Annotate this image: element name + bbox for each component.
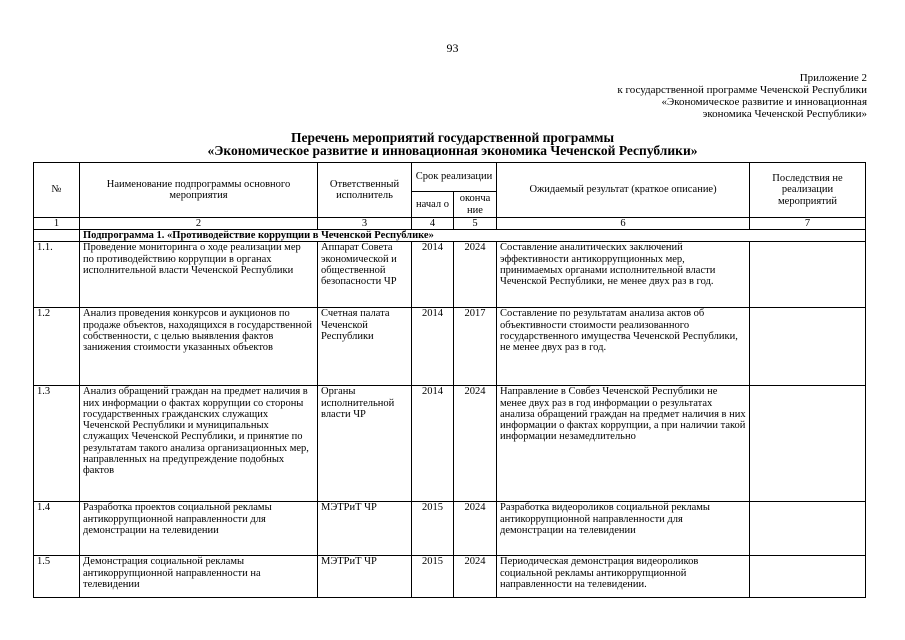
- row-num: 1.2: [34, 308, 80, 386]
- title-line-1: Перечень мероприятий государственной программы: [291, 130, 614, 145]
- row-end: 2024: [454, 556, 497, 598]
- table-row: [34, 386, 866, 502]
- header-result: Ожидаемый результат (краткое описание): [497, 163, 750, 218]
- row-start: 2014: [412, 242, 454, 308]
- row-consequences: [750, 308, 866, 386]
- header-consequences: Последствия не реализации мероприятий: [750, 163, 866, 218]
- row-name: Анализ обращений граждан на предмет наличия в них информации о фактах коррупции со стороны государственных гражданских служащих Чеченской Республики и муниципальных служащих Чеченской Республики, и принятие по результатам такого анализа организационных мер, направленных на предупреждение подобных фактов: [80, 386, 318, 502]
- col-number: 3: [318, 218, 412, 230]
- row-executor: Аппарат Совета экономической и общественной безопасности ЧР: [318, 242, 412, 308]
- row-consequences: [750, 556, 866, 598]
- col-number: 1: [34, 218, 80, 230]
- row-consequences: [750, 502, 866, 556]
- col-number: 6: [497, 218, 750, 230]
- table-row: [34, 502, 866, 556]
- row-start: 2014: [412, 386, 454, 502]
- col-number: 2: [80, 218, 318, 230]
- row-start: 2015: [412, 502, 454, 556]
- row-name: Демонстрация социальной рекламы антикоррупционной направленности на телевидении: [80, 556, 318, 598]
- row-start: 2015: [412, 556, 454, 598]
- title-line-2: «Экономическое развитие и инновационная экономика Чеченской Республики»: [207, 143, 698, 158]
- row-result: Составление аналитических заключений эффективности антикоррупционных мер, принимаемых органами исполнительной власти Чеченской Республики, не менее двух раз в год.: [497, 242, 750, 308]
- table-row: [34, 556, 866, 598]
- appendix-line-3: «Экономическое развитие и инновационная: [661, 96, 867, 108]
- appendix-line-1: Приложение 2: [799, 72, 867, 84]
- row-num: 1.3: [34, 386, 80, 502]
- row-num: 1.1.: [34, 242, 80, 308]
- col-number: 4: [412, 218, 454, 230]
- row-name: Проведение мониторинга о ходе реализации мер по противодействию коррупции в органах исполнительной власти Чеченской Республики: [80, 242, 318, 308]
- header-term: Срок реализации: [412, 163, 497, 192]
- header-end: оконча ние: [454, 192, 497, 218]
- subprogram-num-cell: [34, 230, 80, 242]
- appendix-note: [617, 72, 867, 120]
- appendix-line-2: к государственной программе Чеченской Республики: [617, 84, 867, 96]
- row-end: 2024: [454, 502, 497, 556]
- row-result: Разработка видеороликов социальной рекламы антикоррупционной направленности для демонстрации на телевидении: [497, 502, 750, 556]
- subprogram-title: Подпрограмма 1. «Противодействие коррупции в Чеченской Республике»: [80, 230, 866, 242]
- table-row: [34, 242, 866, 308]
- row-num: 1.5: [34, 556, 80, 598]
- row-end: 2024: [454, 386, 497, 502]
- row-result: Составление по результатам анализа актов об объективности стоимости реализованного государственного имущества Чеченской Республики, не менее двух раз в год.: [497, 308, 750, 386]
- col-number: 5: [454, 218, 497, 230]
- row-num: 1.4: [34, 502, 80, 556]
- row-name: Анализ проведения конкурсов и аукционов по продаже объектов, находящихся в государственной собственности, с целью выявления фактов занижения стоимости указанных объектов: [80, 308, 318, 386]
- row-executor: МЭТРиТ ЧР: [318, 502, 412, 556]
- header-start: начал о: [412, 192, 454, 218]
- row-executor: МЭТРиТ ЧР: [318, 556, 412, 598]
- row-name: Разработка проектов социальной рекламы антикоррупционной направленности для демонстрации на телевидении: [80, 502, 318, 556]
- subprogram-row: [34, 230, 866, 242]
- header-num: №: [34, 163, 80, 218]
- col-number: 7: [750, 218, 866, 230]
- table-row: [34, 308, 866, 386]
- document-title: [0, 131, 905, 157]
- header-executor: Ответственный исполнитель: [318, 163, 412, 218]
- row-end: 2017: [454, 308, 497, 386]
- row-executor: Органы исполнительной власти ЧР: [318, 386, 412, 502]
- row-consequences: [750, 242, 866, 308]
- row-result: Периодическая демонстрация видеороликов социальной рекламы антикоррупционной направленности на телевидении.: [497, 556, 750, 598]
- row-start: 2014: [412, 308, 454, 386]
- row-consequences: [750, 386, 866, 502]
- appendix-line-4: экономика Чеченской Республики»: [702, 108, 867, 120]
- row-end: 2024: [454, 242, 497, 308]
- activities-table: [33, 162, 866, 598]
- row-result: Направление в Совбез Чеченской Республики не менее двух раз в год информации о результатах анализа обращений граждан на предмет наличия в них информации о фактах коррупции, а при наличии такой информации незамедлительно: [497, 386, 750, 502]
- row-executor: Счетная палата Чеченской Республики: [318, 308, 412, 386]
- page-number: 93: [446, 41, 459, 55]
- header-name: Наименование подпрограммы основного мероприятия: [80, 163, 318, 218]
- column-numbers-row: [34, 218, 866, 230]
